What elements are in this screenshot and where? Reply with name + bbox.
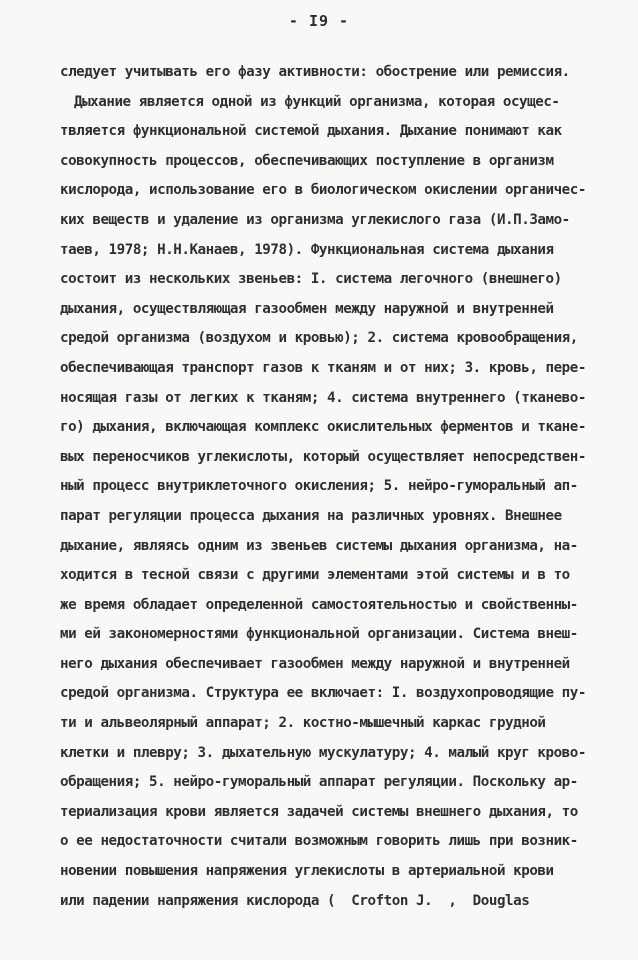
text-line: ких веществ и удаление из организма углекислого газа (И.П.Замо- [60,211,570,228]
text-line: следует учитывать его фазу активности: обострение или ремиссия. [60,64,570,80]
text-line: таев, 1978; Н.Н.Канаев, 1978). Функциональная система дыхания [60,241,554,258]
text-line: средой организма. Структура ее включает: I. воздухопроводящие пу- [60,685,586,702]
text-line: ти и альвеолярный аппарат; 2. костно-мышечный каркас грудной [60,715,546,732]
text-line: новении повышения напряжения углекислоты в артериальной крови [60,863,554,880]
text-line: клетки и плевру; 3. дыхательную мускулатуру; 4. малый круг крово- [60,744,586,761]
text-line: Дыхание является одной из функций организма, которая осущес- [74,93,560,110]
text-line: парат регуляции процесса дыхания на различных уровнях. Внешнее [60,507,562,524]
body-text [60,58,590,916]
page-number: - I9 - [288,12,350,30]
text-line: или падении напряжения кислорода ( Crofton J. , Douglas [60,892,530,909]
text-line: носящая газы от легких к тканям; 4. система внутреннего (тканево- [60,389,586,406]
text-line: состоит из нескольких звеньев: I. система легочного (внешнего) [60,271,562,288]
text-line: ный процесс внутриклеточного окисления; 5. нейро-гуморальный ап- [60,478,578,495]
text-line: ми ей закономерностями функциональной организации. Система внеш- [60,626,578,643]
text-line: обращения; 5. нейро-гуморальный аппарат регуляции. Поскольку ар- [60,774,578,791]
text-line: кислорода, использование его в биологическом окислении органичес- [60,182,586,199]
text-line: него дыхания обеспечивает газообмен между наружной и внутренней [60,655,570,672]
text-line: твляется функциональной системой дыхания. Дыхание понимают как [60,123,562,140]
text-line: дыхание, являясь одним из звеньев системы дыхания организма, на- [60,537,578,554]
text-line: о ее недостаточности считали возможным говорить лишь при возник- [60,833,578,850]
text-line: териализация крови является задачей системы внешнего дыхания, то [60,803,578,820]
text-line: совокупность процессов, обеспечивающих поступление в организм [60,152,554,169]
text-line: дыхания, осуществляющая газообмен между наружной и внутренней [60,300,554,317]
text-line: обеспечивающая транспорт газов к тканям и от них; 3. кровь, пере- [60,359,586,376]
text-line: средой организма (воздухом и кровью); 2. система кровообращения, [60,330,578,347]
text-line: вых переносчиков углекислоты, который осуществляет непосредствен- [60,448,586,465]
text-line: ходится в тесной связи с другими элементами этой системы и в то [60,567,570,584]
text-line: же время обладает определенной самостоятельностью и свойственны- [60,596,578,613]
text-line: го) дыхания, включающая комплекс окислительных ферментов и ткане- [60,419,586,436]
